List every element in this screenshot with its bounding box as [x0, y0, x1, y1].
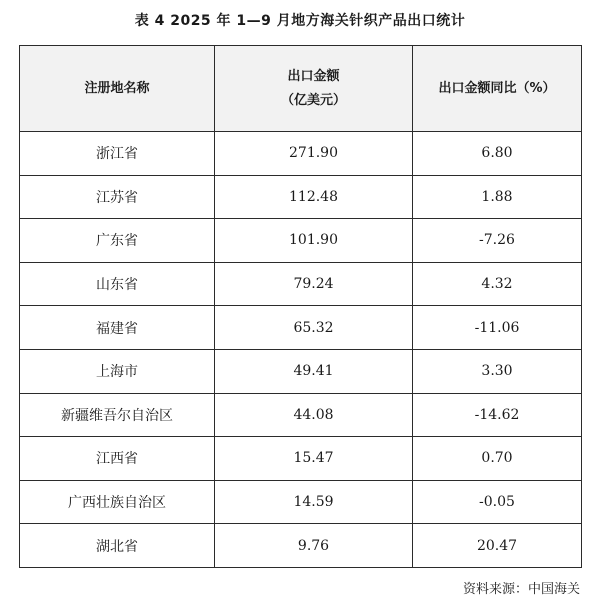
table-title: 表 4 2025 年 1—9 月地方海关针织产品出口统计: [134, 13, 466, 29]
cell-region: 新疆维吾尔自治区: [20, 393, 215, 437]
table-row: [20, 480, 582, 524]
header-export-amount-line1: 出口金额: [287, 68, 340, 84]
cell-amount: 101.90: [215, 219, 413, 263]
cell-yoy: -11.06: [413, 306, 582, 350]
table-row: [20, 349, 582, 393]
cell-amount: 15.47: [215, 437, 413, 481]
export-stats-table: [19, 45, 582, 568]
table-row: [20, 524, 582, 568]
table-header-row: [20, 46, 582, 132]
cell-yoy: -7.26: [413, 219, 582, 263]
source-note: 资料来源：中国海关: [462, 582, 580, 597]
header-export-yoy: 出口金额同比（%）: [413, 46, 582, 132]
cell-region: 广西壮族自治区: [20, 480, 215, 524]
cell-yoy: 1.88: [413, 175, 582, 219]
cell-amount: 14.59: [215, 480, 413, 524]
cell-yoy: 20.47: [413, 524, 582, 568]
header-export-amount-line2: （亿美元）: [280, 92, 346, 108]
cell-amount: 49.41: [215, 349, 413, 393]
cell-region: 浙江省: [20, 132, 215, 176]
table-row: [20, 393, 582, 437]
table-row: [20, 132, 582, 176]
cell-amount: 44.08: [215, 393, 413, 437]
cell-amount: 65.32: [215, 306, 413, 350]
cell-yoy: 3.30: [413, 349, 582, 393]
cell-yoy: -0.05: [413, 480, 582, 524]
table-row: [20, 306, 582, 350]
cell-region: 上海市: [20, 349, 215, 393]
header-region: 注册地名称: [20, 46, 215, 132]
cell-amount: 79.24: [215, 262, 413, 306]
cell-yoy: -14.62: [413, 393, 582, 437]
table-row: [20, 437, 582, 481]
cell-region: 江苏省: [20, 175, 215, 219]
cell-amount: 271.90: [215, 132, 413, 176]
cell-yoy: 4.32: [413, 262, 582, 306]
cell-yoy: 6.80: [413, 132, 582, 176]
cell-yoy: 0.70: [413, 437, 582, 481]
cell-amount: 9.76: [215, 524, 413, 568]
cell-amount: 112.48: [215, 175, 413, 219]
header-export-amount: [215, 46, 413, 132]
table-row: [20, 262, 582, 306]
cell-region: 福建省: [20, 306, 215, 350]
table-row: [20, 219, 582, 263]
cell-region: 广东省: [20, 219, 215, 263]
cell-region: 江西省: [20, 437, 215, 481]
table-row: [20, 175, 582, 219]
cell-region: 湖北省: [20, 524, 215, 568]
cell-region: 山东省: [20, 262, 215, 306]
